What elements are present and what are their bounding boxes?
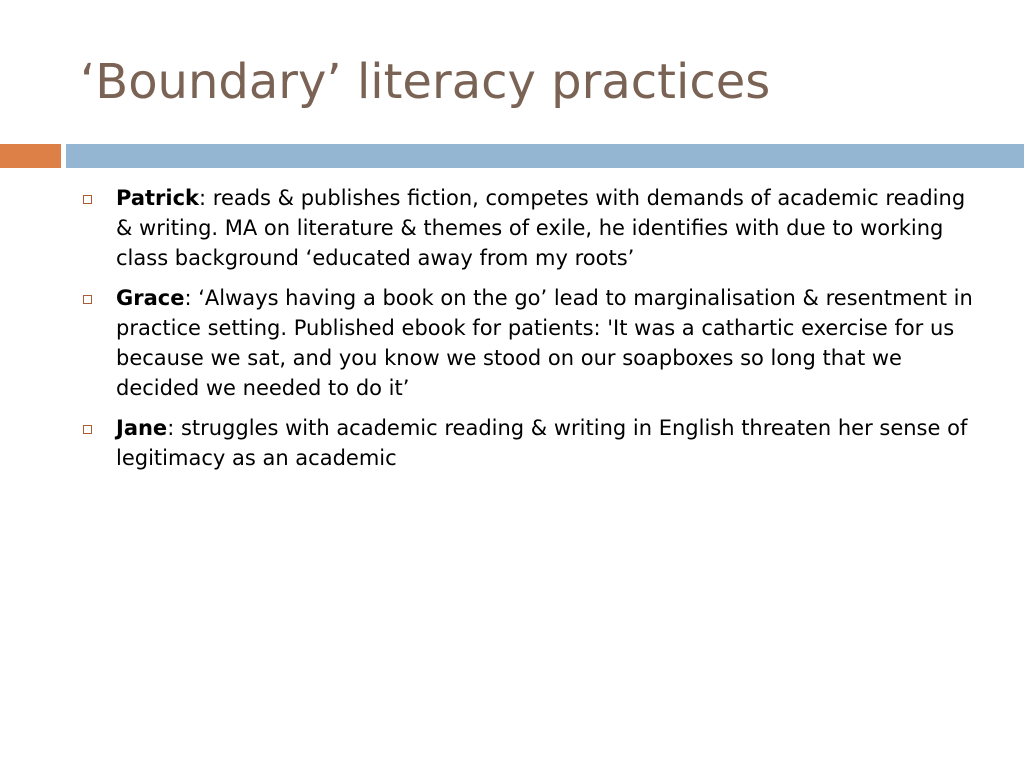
bullet-item-jane: [80, 413, 980, 473]
square-bullet-icon: [83, 295, 92, 304]
bullet-name: Jane: [116, 416, 168, 440]
bullet-name: Patrick: [116, 186, 200, 210]
bullet-name: Grace: [116, 286, 185, 310]
bullet-list: [80, 183, 980, 483]
square-bullet-icon: [83, 425, 92, 434]
square-bullet-icon: [83, 195, 92, 204]
title-divider-accent: [0, 144, 61, 168]
bullet-item-patrick: [80, 183, 980, 273]
title-divider-bar: [66, 144, 1024, 168]
bullet-text: : reads & publishes fiction, competes with demands of academic reading & writing. MA on literature & themes of exile, he identifies with due to working class background ‘educated away from my roots’: [116, 186, 966, 270]
slide-title: ‘Boundary’ literacy practices: [80, 54, 771, 110]
bullet-text: : struggles with academic reading & writing in English threaten her sense of legitimacy as an academic: [116, 416, 968, 470]
bullet-item-grace: [80, 283, 980, 403]
bullet-text: : ‘Always having a book on the go’ lead to marginalisation & resentment in practice setting. Published ebook for patients: 'It was a cathartic exercise for us because we sat, and you know we stood on our soapboxes so long that we decided we needed to do it’: [116, 286, 973, 400]
